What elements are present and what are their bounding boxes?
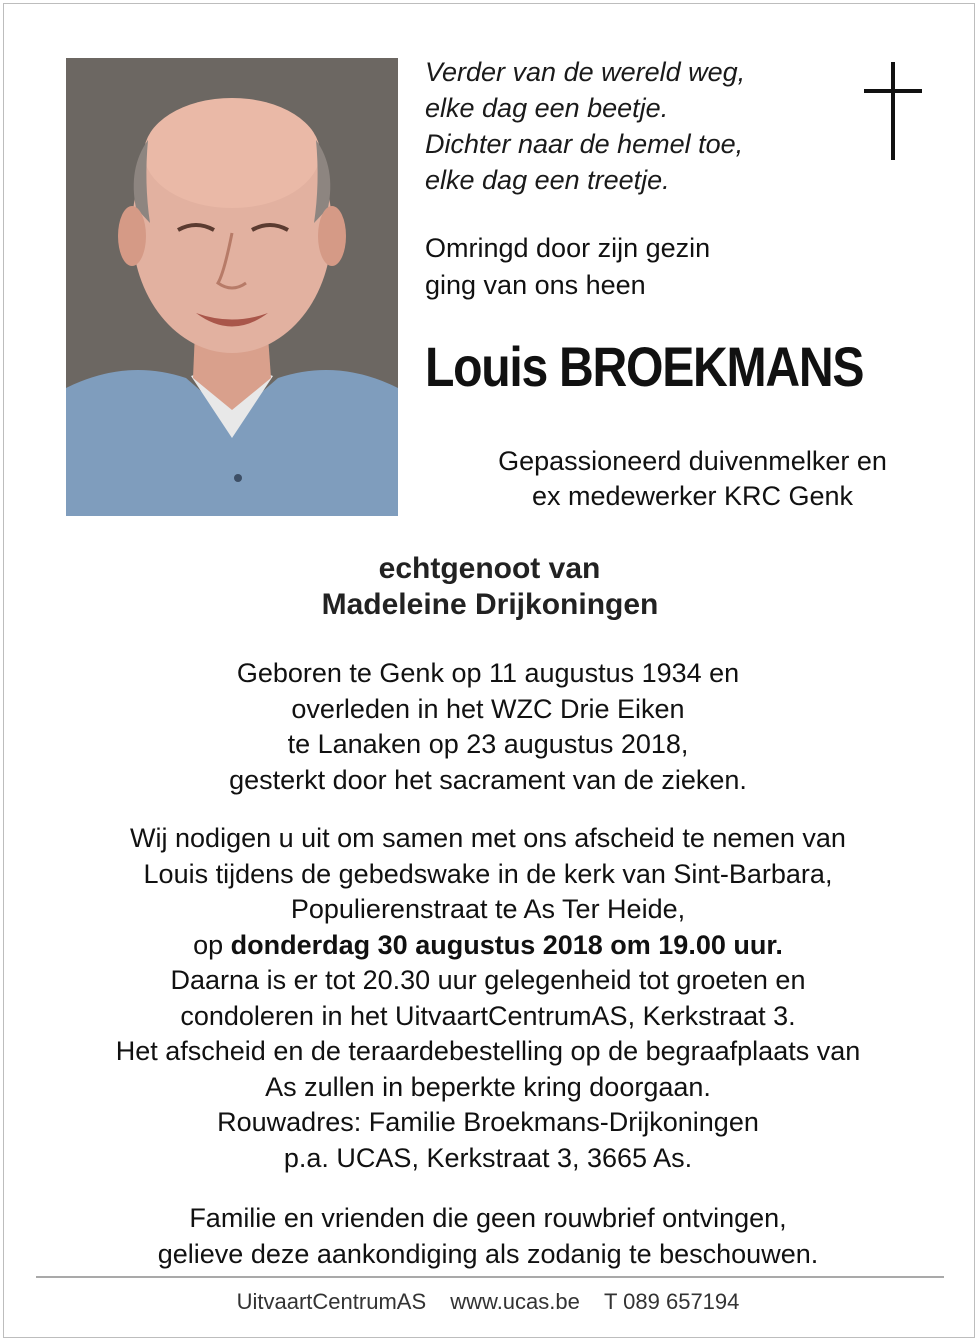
life-line: overleden in het WZC Drie Eiken xyxy=(291,693,685,724)
life-line: gesterkt door het sacrament van de zieken. xyxy=(229,764,747,795)
footer xyxy=(0,1289,976,1315)
occupation-line: Gepassioneerd duivenmelker en xyxy=(498,446,887,476)
intro-line: Omringd door zijn gezin xyxy=(425,233,711,263)
invite-line: Louis tijdens de gebedswake in de kerk van Sint-Barbara, xyxy=(143,858,833,889)
life-details xyxy=(0,656,976,798)
closing-note xyxy=(0,1201,976,1272)
occupation-text xyxy=(410,444,975,514)
spouse-block xyxy=(0,551,980,623)
invite-date-prefix: op xyxy=(193,929,231,960)
mourning-address: Rouwadres: Familie Broekmans-Drijkoningen xyxy=(217,1107,759,1137)
invite-line: Wij nodigen u uit om samen met ons afscheid te nemen van xyxy=(130,823,846,853)
occupation-line: ex medewerker KRC Genk xyxy=(531,481,854,511)
poem-line: elke dag een treetje. xyxy=(425,165,670,195)
cross-icon xyxy=(864,62,922,160)
intro-line: ging van ons heen xyxy=(425,270,646,300)
spouse-name: Madeleine Drijkoningen xyxy=(321,588,659,621)
invite-line: As zullen in beperkte kring doorgaan. xyxy=(265,1071,711,1102)
mourning-address-line: p.a. UCAS, Kerkstraat 3, 3665 As. xyxy=(283,1142,693,1173)
invite-date: donderdag 30 augustus 2018 om 19.00 uur. xyxy=(230,929,783,960)
intro-text xyxy=(425,230,845,304)
life-line: Geboren te Genk op 11 augustus 1934 en xyxy=(236,658,740,688)
spouse-label: echtgenoot van xyxy=(378,552,601,585)
footer-phone: T 089 657194 xyxy=(604,1289,740,1314)
life-line: te Lanaken op 23 augustus 2018, xyxy=(287,729,689,759)
portrait-photo xyxy=(66,58,398,516)
invite-line: Populierenstraat te As Ter Heide, xyxy=(290,894,686,924)
invite-line: Het afscheid en de teraardebestelling op de begraafplaats van xyxy=(115,1036,861,1066)
invite-line-date xyxy=(0,928,976,964)
invitation-text xyxy=(0,821,976,1176)
invite-line: Daarna is er tot 20.30 uur gelegenheid tot groeten en xyxy=(170,965,806,995)
poem-line: Dichter naar de hemel toe, xyxy=(425,129,744,159)
closing-line: Familie en vrienden die geen rouwbrief ontvingen, xyxy=(189,1203,787,1233)
poem xyxy=(425,54,845,198)
poem-line: elke dag een beetje. xyxy=(425,93,669,123)
footer-divider xyxy=(36,1276,944,1278)
deceased-name: Louis BROEKMANS xyxy=(425,335,864,398)
footer-website[interactable]: www.ucas.be xyxy=(450,1289,580,1314)
poem-line: Verder van de wereld weg, xyxy=(425,57,746,87)
footer-company: UitvaartCentrumAS xyxy=(236,1289,427,1314)
closing-line: gelieve deze aankondiging als zodanig te beschouwen. xyxy=(157,1238,819,1269)
invite-line: condoleren in het UitvaartCentrumAS, Kerkstraat 3. xyxy=(180,1000,796,1031)
